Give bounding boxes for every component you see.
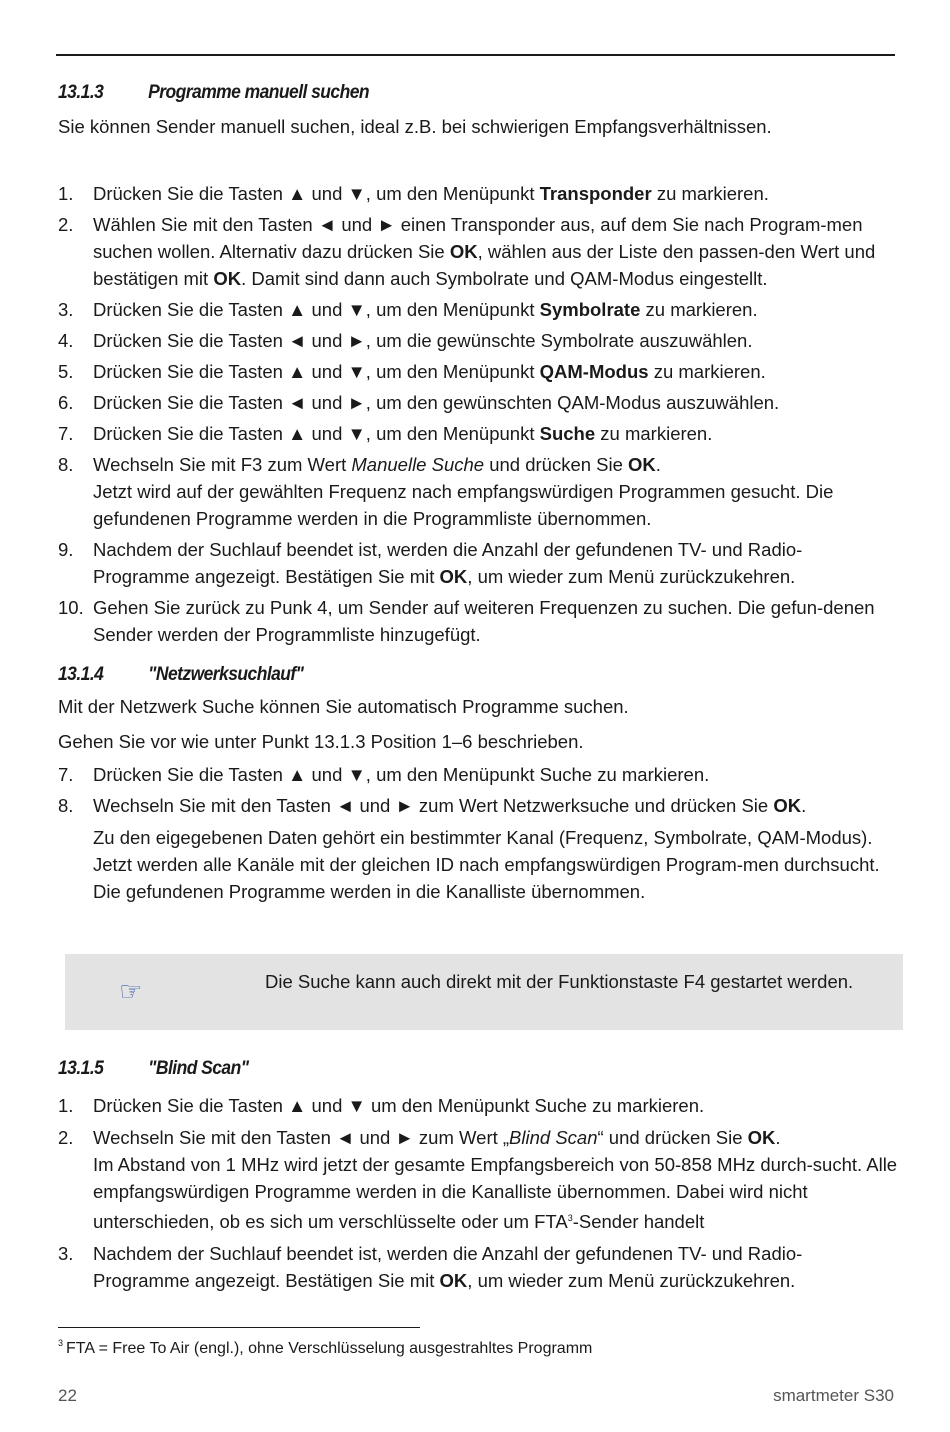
footnote-text: FTA = Free To Air (engl.), ohne Verschlüsselung ausgestrahltes Programm: [66, 1340, 593, 1357]
section-heading: [58, 664, 831, 686]
footnote-mark: 3: [58, 1338, 64, 1348]
section-title: "Blind Scan": [148, 1058, 249, 1079]
section-number: 13.1.4: [58, 664, 104, 685]
section-number: 13.1.5: [58, 1058, 104, 1079]
step-list: [58, 1092, 898, 1294]
product-name: smartmeter S30: [773, 1386, 894, 1405]
list-item: 1. Drücken Sie die Tasten ▲ und ▼, um den Menüpunkt Transponder zu markieren.: [58, 183, 769, 204]
section-title: "Netzwerksuchlauf": [148, 664, 304, 685]
list-item: 8. Wechseln Sie mit F3 zum Wert Manuelle Suche und drücken Sie OK. Jetzt wird auf der gewählten Frequenz nach empfangswürdigen Programmen gesucht. Die gefundenen Programme werden in die Programmliste übernommen.: [58, 454, 834, 529]
intro-text: Mit der Netzwerk Suche können Sie automatisch Programme suchen.: [58, 696, 629, 717]
section-heading: [58, 82, 831, 104]
page-number: 22: [58, 1386, 77, 1405]
list-item: 3. Nachdem der Suchlauf beendet ist, werden die Anzahl der gefundenen TV- und Radio-Programme angezeigt. Bestätigen Sie mit OK, um wieder zum Menü zurückzukehren.: [58, 1243, 803, 1292]
list-item: 2. Wechseln Sie mit den Tasten ◄ und ► zum Wert „Blind Scan“ und drücken Sie OK. Im Abstand von 1 MHz wird jetzt der gesamte Empfangsbereich von 50-858 MHz durch-sucht. Alle empfangswürdigen Programme werden in die Kanalliste übernommen. Dabei wird nicht unterschieden, ob es sich um verschlüsselte oder um FTA$^3$-Sender handelt: [58, 1127, 898, 1233]
list-item: 2. Wählen Sie mit den Tasten ◄ und ► einen Transponder aus, auf dem Sie nach Program-men suchen wollen. Alternativ dazu drücken Sie OK, wählen aus der Liste den passen-den Wert und bestätigen mit OK. Damit sind dann auch Symbolrate und QAM-Modus eingestellt.: [58, 214, 876, 289]
note-text: Die Suche kann auch direkt mit der Funktionstaste F4 gestartet werden.: [265, 971, 854, 992]
list-item: 1. Drücken Sie die Tasten ▲ und ▼ um den Menüpunkt Suche zu markieren.: [58, 1095, 705, 1116]
section-number: 13.1.3: [58, 82, 104, 103]
footnote: [58, 1338, 592, 1358]
intro-text: Sie können Sender manuell suchen, ideal z.B. bei schwierigen Empfangsverhältnissen.: [58, 116, 772, 137]
list-item: 5. Drücken Sie die Tasten ▲ und ▼, um den Menüpunkt QAM-Modus zu markieren.: [58, 361, 766, 382]
pointing-hand-icon: ☞: [119, 976, 143, 1006]
header-rule: [56, 54, 895, 56]
list-item: 7. Drücken Sie die Tasten ▲ und ▼, um den Menüpunkt Suche zu markieren.: [58, 764, 710, 785]
step-list: [58, 180, 898, 648]
section-heading: [58, 1058, 831, 1080]
list-item: 9. Nachdem der Suchlauf beendet ist, werden die Anzahl der gefundenen TV- und Radio-Programme angezeigt. Bestätigen Sie mit OK, um wieder zum Menü zurückzukehren.: [58, 539, 803, 587]
paragraph: Zu den eigegebenen Daten gehört ein bestimmter Kanal (Frequenz, Symbolrate, QAM-Modus). Jetzt werden alle Kanäle mit der gleichen ID nach empfangswürdigen Program-men durchsucht. Die gefundenen Programme werden in die Kanalliste übernommen.: [93, 827, 880, 902]
note-box: [65, 954, 903, 1030]
step-list: [58, 761, 898, 819]
footnote-rule: [58, 1327, 420, 1328]
list-item: 7. Drücken Sie die Tasten ▲ und ▼, um den Menüpunkt Suche zu markieren.: [58, 423, 713, 444]
list-item: 6. Drücken Sie die Tasten ◄ und ►, um den gewünschten QAM-Modus auszuwählen.: [58, 392, 780, 413]
section-title: Programme manuell suchen: [148, 82, 370, 103]
list-item: 10. Gehen Sie zurück zu Punk 4, um Sender auf weiteren Frequenzen zu suchen. Die gefun-denen Sender werden der Programmliste hinzugefügt.: [58, 597, 875, 645]
intro-text: Gehen Sie vor wie unter Punkt 13.1.3 Position 1–6 beschrieben.: [58, 731, 584, 752]
list-item: 8. Wechseln Sie mit den Tasten ◄ und ► zum Wert Netzwerksuche und drücken Sie OK.: [58, 795, 807, 816]
list-item: 3. Drücken Sie die Tasten ▲ und ▼, um den Menüpunkt Symbolrate zu markieren.: [58, 299, 758, 320]
list-item: 4. Drücken Sie die Tasten ◄ und ►, um die gewünschte Symbolrate auszuwählen.: [58, 330, 753, 351]
